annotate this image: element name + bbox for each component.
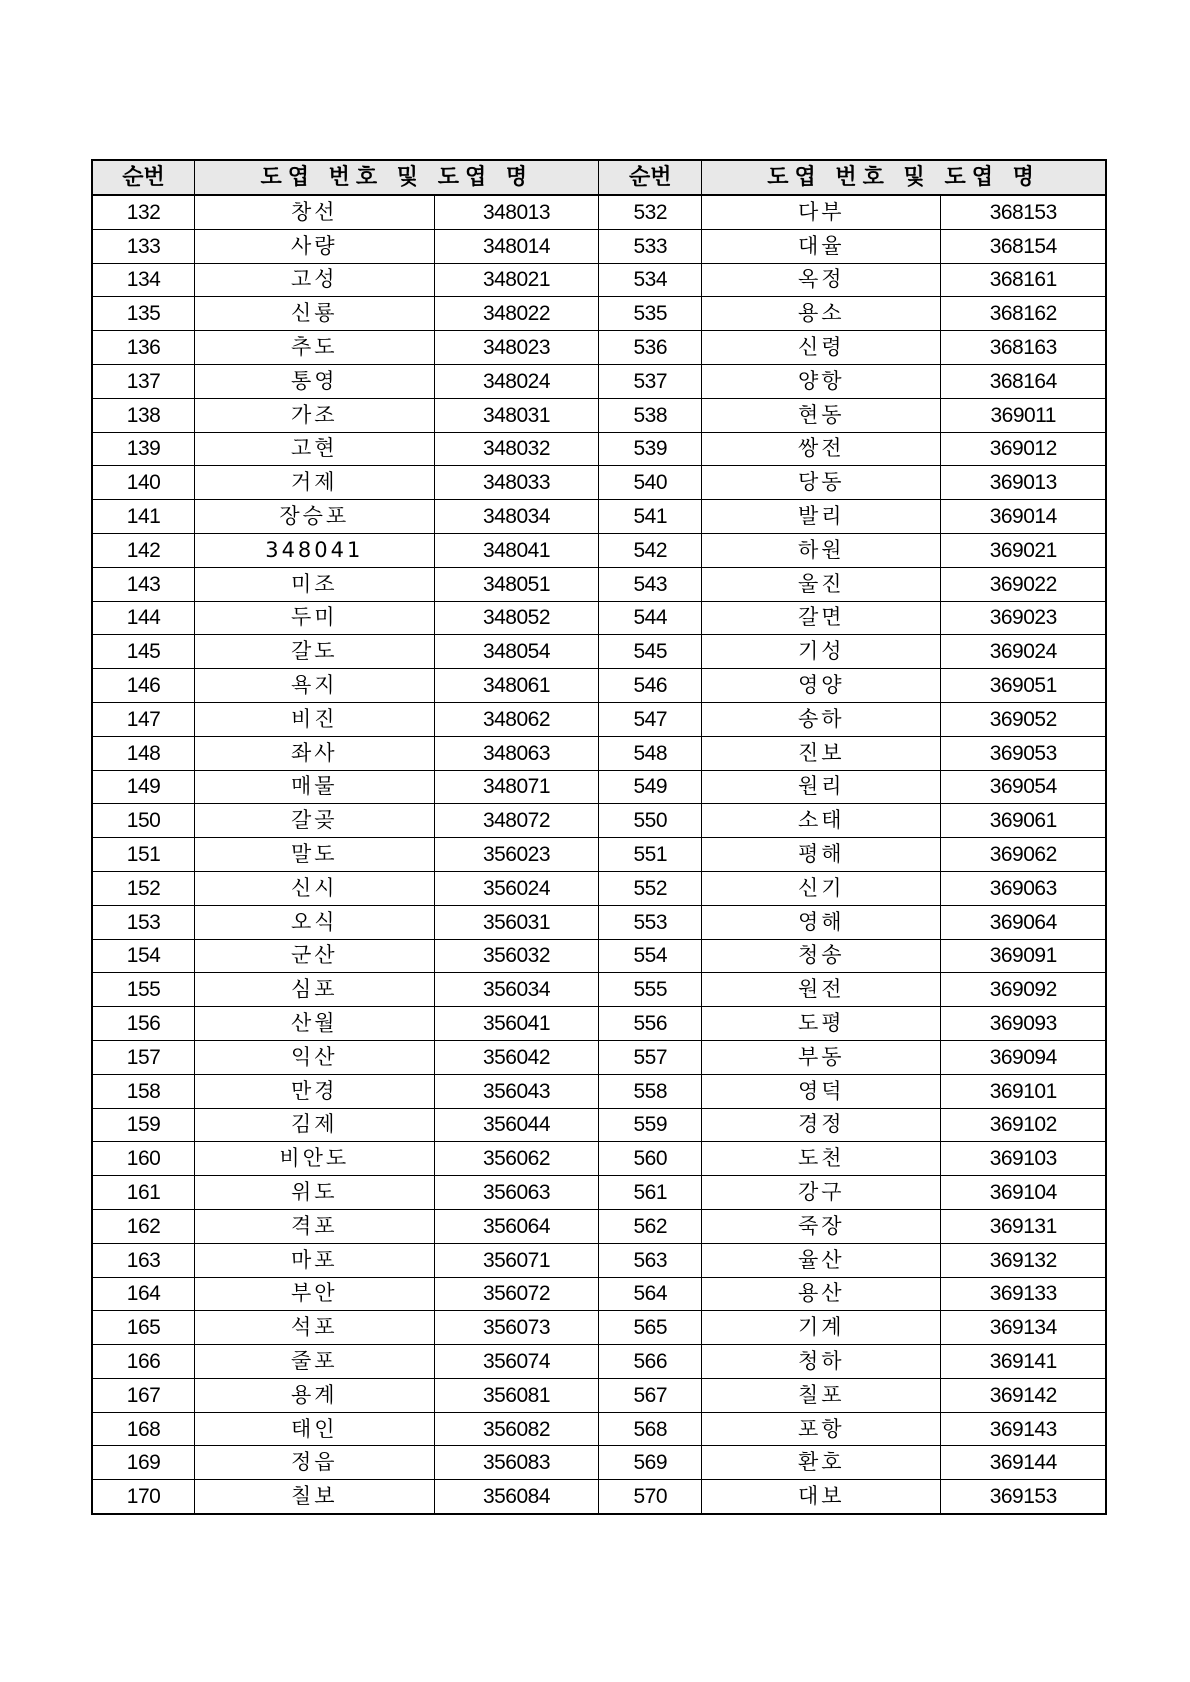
sheet-name-right-cell: 옥정 — [702, 263, 941, 297]
table-row — [92, 331, 1106, 365]
sheet-name-right-cell: 도평 — [702, 1007, 941, 1041]
seq-left-cell: 146 — [92, 669, 195, 703]
seq-right-cell: 560 — [599, 1142, 702, 1176]
sheet-number-right-cell: 369023 — [941, 601, 1106, 635]
table-row — [92, 567, 1106, 601]
seq-right-cell: 547 — [599, 702, 702, 736]
sheet-name-right-cell: 소태 — [702, 804, 941, 838]
sheet-number-left-cell: 348062 — [434, 702, 599, 736]
sheet-number-left-cell: 348024 — [434, 364, 599, 398]
sheet-name-left-cell: 미조 — [195, 567, 434, 601]
sheet-name-left-cell: 석포 — [195, 1311, 434, 1345]
sheet-name-left-cell: 매물 — [195, 770, 434, 804]
sheet-name-right-cell: 갈면 — [702, 601, 941, 635]
sheet-number-left-cell: 348034 — [434, 500, 599, 534]
seq-right-cell: 562 — [599, 1209, 702, 1243]
seq-left-cell: 143 — [92, 567, 195, 601]
sheet-name-right-cell: 도천 — [702, 1142, 941, 1176]
sheet-number-right-cell: 369143 — [941, 1412, 1106, 1446]
sheet-name-right-cell: 칠포 — [702, 1378, 941, 1412]
sheet-name-left-cell: 산월 — [195, 1007, 434, 1041]
seq-left-cell: 160 — [92, 1142, 195, 1176]
seq-right-cell: 545 — [599, 635, 702, 669]
sheet-name-right-cell: 청송 — [702, 939, 941, 973]
table-row — [92, 1378, 1106, 1412]
table-row — [92, 466, 1106, 500]
sheet-number-left-cell: 348051 — [434, 567, 599, 601]
table-row — [92, 871, 1106, 905]
sheet-number-right-cell: 369094 — [941, 1040, 1106, 1074]
sheet-name-right-cell: 환호 — [702, 1446, 941, 1480]
sheet-name-left-cell: 신시 — [195, 871, 434, 905]
seq-right-cell: 567 — [599, 1378, 702, 1412]
sheet-name-right-cell: 대율 — [702, 229, 941, 263]
table-row — [92, 601, 1106, 635]
table-row — [92, 736, 1106, 770]
map-sheet-table — [91, 159, 1107, 1515]
seq-left-cell: 168 — [92, 1412, 195, 1446]
sheet-name-left-cell: 위도 — [195, 1176, 434, 1210]
sheet-name-right-cell: 원전 — [702, 973, 941, 1007]
sheet-name-right-cell: 포항 — [702, 1412, 941, 1446]
seq-left-cell: 144 — [92, 601, 195, 635]
sheet-number-right-cell: 368161 — [941, 263, 1106, 297]
sheet-number-left-cell: 356044 — [434, 1108, 599, 1142]
table-row — [92, 500, 1106, 534]
sheet-name-left-cell: 김제 — [195, 1108, 434, 1142]
sheet-name-left-cell: 격포 — [195, 1209, 434, 1243]
sheet-number-left-cell: 356023 — [434, 838, 599, 872]
sheet-name-right-cell: 용산 — [702, 1277, 941, 1311]
sheet-name-right-cell: 당동 — [702, 466, 941, 500]
sheet-number-right-cell: 369053 — [941, 736, 1106, 770]
header-sheet-left: 도엽 번호 및 도엽 명 — [195, 160, 599, 195]
seq-right-cell: 542 — [599, 533, 702, 567]
seq-right-cell: 540 — [599, 466, 702, 500]
sheet-name-left-cell: 가조 — [195, 398, 434, 432]
seq-right-cell: 552 — [599, 871, 702, 905]
sheet-number-right-cell: 369064 — [941, 905, 1106, 939]
seq-left-cell: 141 — [92, 500, 195, 534]
sheet-number-right-cell: 369021 — [941, 533, 1106, 567]
seq-right-cell: 556 — [599, 1007, 702, 1041]
sheet-number-left-cell: 356072 — [434, 1277, 599, 1311]
sheet-number-right-cell: 369024 — [941, 635, 1106, 669]
seq-right-cell: 561 — [599, 1176, 702, 1210]
sheet-number-right-cell: 369153 — [941, 1480, 1106, 1514]
table-header — [92, 160, 1106, 195]
seq-right-cell: 544 — [599, 601, 702, 635]
seq-left-cell: 138 — [92, 398, 195, 432]
seq-left-cell: 134 — [92, 263, 195, 297]
sheet-name-left-cell: 마포 — [195, 1243, 434, 1277]
sheet-number-left-cell: 348041 — [434, 533, 599, 567]
table-row — [92, 297, 1106, 331]
sheet-name-right-cell: 평해 — [702, 838, 941, 872]
sheet-name-left-cell: 비진 — [195, 702, 434, 736]
sheet-name-left-cell: 군산 — [195, 939, 434, 973]
sheet-number-left-cell: 348052 — [434, 601, 599, 635]
sheet-name-left-cell: 추도 — [195, 331, 434, 365]
seq-left-cell: 155 — [92, 973, 195, 1007]
seq-left-cell: 170 — [92, 1480, 195, 1514]
sheet-name-left-cell: 좌사 — [195, 736, 434, 770]
seq-right-cell: 548 — [599, 736, 702, 770]
sheet-number-right-cell: 368153 — [941, 195, 1106, 229]
table-row — [92, 770, 1106, 804]
sheet-number-right-cell: 369104 — [941, 1176, 1106, 1210]
seq-left-cell: 152 — [92, 871, 195, 905]
table-row — [92, 1209, 1106, 1243]
sheet-name-left-cell: 말도 — [195, 838, 434, 872]
seq-left-cell: 151 — [92, 838, 195, 872]
table-row — [92, 1074, 1106, 1108]
sheet-name-right-cell: 현동 — [702, 398, 941, 432]
sheet-name-left-cell: 갈곶 — [195, 804, 434, 838]
table-row — [92, 1446, 1106, 1480]
seq-left-cell: 158 — [92, 1074, 195, 1108]
sheet-name-left-cell: 고현 — [195, 432, 434, 466]
seq-right-cell: 534 — [599, 263, 702, 297]
table-row — [92, 939, 1106, 973]
sheet-number-left-cell: 348061 — [434, 669, 599, 703]
table-row — [92, 364, 1106, 398]
seq-left-cell: 166 — [92, 1345, 195, 1379]
sheet-name-right-cell: 기성 — [702, 635, 941, 669]
sheet-name-right-cell: 영덕 — [702, 1074, 941, 1108]
sheet-number-right-cell: 369101 — [941, 1074, 1106, 1108]
sheet-number-right-cell: 369013 — [941, 466, 1106, 500]
sheet-name-right-cell: 영해 — [702, 905, 941, 939]
sheet-number-left-cell: 356073 — [434, 1311, 599, 1345]
seq-right-cell: 553 — [599, 905, 702, 939]
sheet-number-right-cell: 369103 — [941, 1142, 1106, 1176]
seq-left-cell: 139 — [92, 432, 195, 466]
sheet-number-right-cell: 369022 — [941, 567, 1106, 601]
table-row — [92, 1142, 1106, 1176]
sheet-number-left-cell: 356064 — [434, 1209, 599, 1243]
sheet-name-right-cell: 양항 — [702, 364, 941, 398]
seq-left-cell: 165 — [92, 1311, 195, 1345]
sheet-name-left-cell: 사량 — [195, 229, 434, 263]
seq-left-cell: 142 — [92, 533, 195, 567]
table-row — [92, 804, 1106, 838]
sheet-number-left-cell: 356081 — [434, 1378, 599, 1412]
table-row — [92, 1007, 1106, 1041]
sheet-number-left-cell: 356074 — [434, 1345, 599, 1379]
seq-left-cell: 133 — [92, 229, 195, 263]
sheet-name-left-cell: 정읍 — [195, 1446, 434, 1480]
sheet-number-left-cell: 356083 — [434, 1446, 599, 1480]
seq-right-cell: 565 — [599, 1311, 702, 1345]
table-row — [92, 533, 1106, 567]
table-row — [92, 398, 1106, 432]
seq-right-cell: 559 — [599, 1108, 702, 1142]
sheet-name-left-cell: 통영 — [195, 364, 434, 398]
seq-right-cell: 554 — [599, 939, 702, 973]
seq-left-cell: 169 — [92, 1446, 195, 1480]
header-sheet-right: 도엽 번호 및 도엽 명 — [702, 160, 1106, 195]
sheet-number-left-cell: 348014 — [434, 229, 599, 263]
sheet-name-left-cell: 창선 — [195, 195, 434, 229]
seq-right-cell: 549 — [599, 770, 702, 804]
sheet-name-left-cell: 용계 — [195, 1378, 434, 1412]
sheet-name-left-cell: 줄포 — [195, 1345, 434, 1379]
sheet-name-right-cell: 영양 — [702, 669, 941, 703]
sheet-number-left-cell: 356062 — [434, 1142, 599, 1176]
seq-left-cell: 147 — [92, 702, 195, 736]
sheet-number-right-cell: 369091 — [941, 939, 1106, 973]
sheet-number-right-cell: 369061 — [941, 804, 1106, 838]
seq-left-cell: 164 — [92, 1277, 195, 1311]
sheet-name-left-cell: 오식 — [195, 905, 434, 939]
sheet-number-right-cell: 369142 — [941, 1378, 1106, 1412]
sheet-name-left-cell: 신룡 — [195, 297, 434, 331]
seq-left-cell: 137 — [92, 364, 195, 398]
seq-right-cell: 541 — [599, 500, 702, 534]
sheet-name-right-cell: 하원 — [702, 533, 941, 567]
sheet-number-left-cell: 356082 — [434, 1412, 599, 1446]
table-row — [92, 905, 1106, 939]
sheet-name-left-cell: 욕지 — [195, 669, 434, 703]
table-row — [92, 1480, 1106, 1514]
seq-left-cell: 161 — [92, 1176, 195, 1210]
table-row — [92, 838, 1106, 872]
sheet-number-left-cell: 356034 — [434, 973, 599, 1007]
sheet-name-right-cell: 부동 — [702, 1040, 941, 1074]
seq-left-cell: 159 — [92, 1108, 195, 1142]
header-seq-right: 순번 — [599, 160, 702, 195]
sheet-number-right-cell: 368164 — [941, 364, 1106, 398]
sheet-number-left-cell: 348023 — [434, 331, 599, 365]
sheet-number-right-cell: 369014 — [941, 500, 1106, 534]
seq-right-cell: 555 — [599, 973, 702, 1007]
seq-left-cell: 148 — [92, 736, 195, 770]
seq-left-cell: 154 — [92, 939, 195, 973]
sheet-number-left-cell: 348013 — [434, 195, 599, 229]
seq-left-cell: 136 — [92, 331, 195, 365]
table-row — [92, 973, 1106, 1007]
table-row — [92, 263, 1106, 297]
table-row — [92, 1345, 1106, 1379]
sheet-number-right-cell: 369011 — [941, 398, 1106, 432]
sheet-name-right-cell: 신기 — [702, 871, 941, 905]
sheet-number-right-cell: 369141 — [941, 1345, 1106, 1379]
sheet-number-right-cell: 369144 — [941, 1446, 1106, 1480]
seq-left-cell: 163 — [92, 1243, 195, 1277]
seq-right-cell: 546 — [599, 669, 702, 703]
seq-left-cell: 150 — [92, 804, 195, 838]
table-row — [92, 1311, 1106, 1345]
sheet-name-right-cell: 용소 — [702, 297, 941, 331]
seq-right-cell: 550 — [599, 804, 702, 838]
sheet-number-right-cell: 369052 — [941, 702, 1106, 736]
sheet-number-left-cell: 356071 — [434, 1243, 599, 1277]
sheet-number-left-cell: 356031 — [434, 905, 599, 939]
table-body — [92, 195, 1106, 1514]
table-row — [92, 229, 1106, 263]
seq-left-cell: 132 — [92, 195, 195, 229]
sheet-number-right-cell: 369102 — [941, 1108, 1106, 1142]
sheet-name-right-cell: 경정 — [702, 1108, 941, 1142]
seq-right-cell: 537 — [599, 364, 702, 398]
sheet-number-right-cell: 369054 — [941, 770, 1106, 804]
sheet-number-left-cell: 356084 — [434, 1480, 599, 1514]
table-row — [92, 702, 1106, 736]
sheet-number-left-cell: 348032 — [434, 432, 599, 466]
seq-right-cell: 557 — [599, 1040, 702, 1074]
sheet-name-left-cell: 부안 — [195, 1277, 434, 1311]
seq-right-cell: 551 — [599, 838, 702, 872]
table-row — [92, 1040, 1106, 1074]
seq-left-cell: 167 — [92, 1378, 195, 1412]
sheet-number-right-cell: 368162 — [941, 297, 1106, 331]
table-row — [92, 1277, 1106, 1311]
seq-left-cell: 156 — [92, 1007, 195, 1041]
sheet-number-right-cell: 369133 — [941, 1277, 1106, 1311]
sheet-name-left-cell: 심포 — [195, 973, 434, 1007]
seq-right-cell: 539 — [599, 432, 702, 466]
sheet-number-left-cell: 348063 — [434, 736, 599, 770]
sheet-name-right-cell: 원리 — [702, 770, 941, 804]
seq-right-cell: 558 — [599, 1074, 702, 1108]
sheet-name-right-cell: 다부 — [702, 195, 941, 229]
seq-right-cell: 568 — [599, 1412, 702, 1446]
seq-right-cell: 566 — [599, 1345, 702, 1379]
sheet-name-right-cell: 청하 — [702, 1345, 941, 1379]
sheet-number-left-cell: 348021 — [434, 263, 599, 297]
sheet-name-right-cell: 기계 — [702, 1311, 941, 1345]
sheet-name-left-cell: 칠보 — [195, 1480, 434, 1514]
seq-right-cell: 564 — [599, 1277, 702, 1311]
seq-right-cell: 563 — [599, 1243, 702, 1277]
sheet-number-right-cell: 369092 — [941, 973, 1106, 1007]
sheet-number-right-cell: 369134 — [941, 1311, 1106, 1345]
sheet-number-left-cell: 348031 — [434, 398, 599, 432]
sheet-name-left-cell: 태인 — [195, 1412, 434, 1446]
sheet-number-left-cell: 348054 — [434, 635, 599, 669]
sheet-number-right-cell: 368154 — [941, 229, 1106, 263]
sheet-name-right-cell: 강구 — [702, 1176, 941, 1210]
sheet-name-right-cell: 대보 — [702, 1480, 941, 1514]
sheet-number-right-cell: 369132 — [941, 1243, 1106, 1277]
seq-right-cell: 532 — [599, 195, 702, 229]
sheet-name-left-cell: 갈도 — [195, 635, 434, 669]
sheet-name-left-cell: 비안도 — [195, 1142, 434, 1176]
table-row — [92, 1108, 1106, 1142]
seq-left-cell: 153 — [92, 905, 195, 939]
header-seq-left: 순번 — [92, 160, 195, 195]
sheet-number-left-cell: 356032 — [434, 939, 599, 973]
table-row — [92, 1176, 1106, 1210]
sheet-number-left-cell: 356043 — [434, 1074, 599, 1108]
table-row — [92, 635, 1106, 669]
sheet-number-left-cell: 348033 — [434, 466, 599, 500]
seq-left-cell: 145 — [92, 635, 195, 669]
sheet-number-right-cell: 369093 — [941, 1007, 1106, 1041]
sheet-name-right-cell: 율산 — [702, 1243, 941, 1277]
table-row — [92, 432, 1106, 466]
sheet-number-right-cell: 368163 — [941, 331, 1106, 365]
table-row — [92, 669, 1106, 703]
seq-right-cell: 535 — [599, 297, 702, 331]
table-row — [92, 195, 1106, 229]
sheet-name-left-cell: 고성 — [195, 263, 434, 297]
seq-left-cell: 149 — [92, 770, 195, 804]
table-row — [92, 1412, 1106, 1446]
sheet-name-right-cell: 신령 — [702, 331, 941, 365]
seq-left-cell: 162 — [92, 1209, 195, 1243]
sheet-name-left-cell: 두미 — [195, 601, 434, 635]
seq-right-cell: 533 — [599, 229, 702, 263]
sheet-number-left-cell: 348022 — [434, 297, 599, 331]
seq-right-cell: 538 — [599, 398, 702, 432]
sheet-name-left-cell: 장승포 — [195, 500, 434, 534]
sheet-number-right-cell: 369012 — [941, 432, 1106, 466]
seq-left-cell: 140 — [92, 466, 195, 500]
sheet-name-left-cell: 만경 — [195, 1074, 434, 1108]
sheet-name-right-cell: 송하 — [702, 702, 941, 736]
sheet-number-left-cell: 356063 — [434, 1176, 599, 1210]
sheet-name-right-cell: 발리 — [702, 500, 941, 534]
seq-right-cell: 570 — [599, 1480, 702, 1514]
sheet-number-right-cell: 369131 — [941, 1209, 1106, 1243]
sheet-name-left-cell: 익산 — [195, 1040, 434, 1074]
seq-left-cell: 135 — [92, 297, 195, 331]
sheet-name-right-cell: 죽장 — [702, 1209, 941, 1243]
sheet-number-right-cell: 369062 — [941, 838, 1106, 872]
sheet-number-left-cell: 356041 — [434, 1007, 599, 1041]
sheet-name-left-cell: 348041 — [195, 533, 434, 567]
seq-left-cell: 157 — [92, 1040, 195, 1074]
sheet-number-left-cell: 356024 — [434, 871, 599, 905]
sheet-number-right-cell: 369063 — [941, 871, 1106, 905]
sheet-name-right-cell: 진보 — [702, 736, 941, 770]
sheet-number-left-cell: 356042 — [434, 1040, 599, 1074]
header-row — [92, 160, 1106, 195]
seq-right-cell: 543 — [599, 567, 702, 601]
sheet-number-left-cell: 348071 — [434, 770, 599, 804]
sheet-number-right-cell: 369051 — [941, 669, 1106, 703]
sheet-name-right-cell: 울진 — [702, 567, 941, 601]
seq-right-cell: 536 — [599, 331, 702, 365]
sheet-name-left-cell: 거제 — [195, 466, 434, 500]
table-row — [92, 1243, 1106, 1277]
sheet-name-right-cell: 쌍전 — [702, 432, 941, 466]
seq-right-cell: 569 — [599, 1446, 702, 1480]
sheet-number-left-cell: 348072 — [434, 804, 599, 838]
